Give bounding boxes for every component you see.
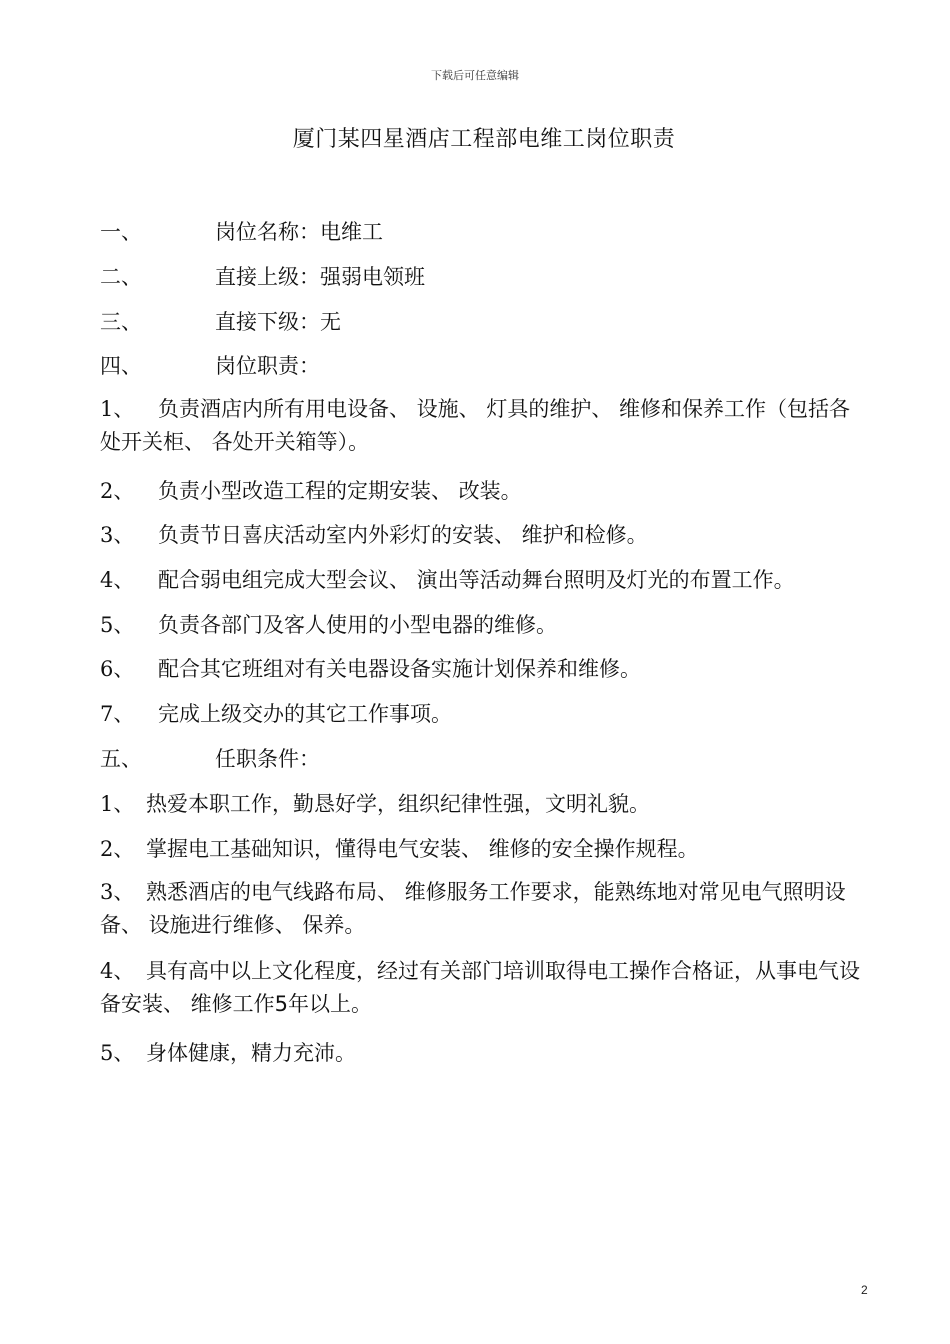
duty-number: 4、 (100, 568, 135, 592)
duty-text: 负责酒店内所有用电设备、 设施、 灯具的维护、 维修和保养工作（包括各处开关柜、 各处开关箱等）。 (100, 397, 851, 454)
condition-number: 3、 (100, 880, 135, 904)
section-number: 二、 (100, 265, 142, 289)
duty-text: 配合弱电组完成大型会议、 演出等活动舞台照明及灯光的布置工作。 (158, 568, 795, 592)
section-number: 一、 (100, 220, 142, 244)
duty-item-5 (100, 609, 557, 639)
section-3 (100, 306, 341, 336)
section-text: 任职条件： (215, 747, 320, 771)
section-1 (100, 216, 383, 246)
duty-item-4 (100, 564, 795, 594)
section-number: 五、 (100, 747, 142, 771)
duty-number: 6、 (100, 657, 135, 681)
section-number: 三、 (100, 310, 142, 334)
duty-number: 1、 (100, 397, 135, 421)
duty-item-2 (100, 475, 522, 505)
section-number: 四、 (100, 354, 142, 378)
condition-item-4 (100, 955, 870, 1021)
section-text: 直接上级：强弱电领班 (215, 265, 425, 289)
condition-item-5 (100, 1037, 356, 1067)
duty-item-7 (100, 698, 452, 728)
duty-item-1 (100, 393, 870, 459)
condition-number: 5、 (100, 1041, 135, 1065)
duty-number: 7、 (100, 702, 135, 726)
duty-text: 负责小型改造工程的定期安装、 改装。 (158, 479, 522, 503)
duty-text: 负责各部门及客人使用的小型电器的维修。 (158, 613, 557, 637)
section-5 (100, 743, 320, 773)
condition-number: 2、 (100, 837, 135, 861)
condition-item-1 (100, 788, 650, 818)
section-text: 直接下级：无 (215, 310, 341, 334)
condition-number: 4、 (100, 959, 135, 983)
duty-number: 2、 (100, 479, 135, 503)
duty-number: 5、 (100, 613, 135, 637)
condition-text: 热爱本职工作，勤恳好学，组织纪律性强，文明礼貌。 (146, 792, 650, 816)
document-title: 厦门某四星酒店工程部电维工岗位职责 (292, 127, 676, 152)
condition-number: 1、 (100, 792, 135, 816)
condition-item-3 (100, 876, 870, 942)
section-text: 岗位名称：电维工 (215, 220, 383, 244)
section-2 (100, 261, 425, 291)
duty-item-6 (100, 653, 641, 683)
condition-text: 熟悉酒店的电气线路布局、 维修服务工作要求，能熟练地对常见电气照明设备、 设施进行维修、 保养。 (100, 880, 846, 937)
section-4 (100, 350, 320, 380)
duty-item-3 (100, 519, 648, 549)
condition-text: 身体健康，精力充沛。 (146, 1041, 356, 1065)
duty-text: 完成上级交办的其它工作事项。 (158, 702, 452, 726)
page-number: 2 (861, 1283, 868, 1297)
condition-text: 具有高中以上文化程度，经过有关部门培训取得电工操作合格证，从事电气设备安装、 维修工作5年以上。 (100, 959, 860, 1016)
header-note: 下载后可任意编辑 (431, 69, 519, 82)
duty-text: 配合其它班组对有关电器设备实施计划保养和维修。 (158, 657, 641, 681)
condition-text: 掌握电工基础知识，懂得电气安装、 维修的安全操作规程。 (146, 837, 699, 861)
condition-item-2 (100, 833, 699, 863)
section-text: 岗位职责： (215, 354, 320, 378)
duty-text: 负责节日喜庆活动室内外彩灯的安装、 维护和检修。 (158, 523, 648, 547)
duty-number: 3、 (100, 523, 135, 547)
